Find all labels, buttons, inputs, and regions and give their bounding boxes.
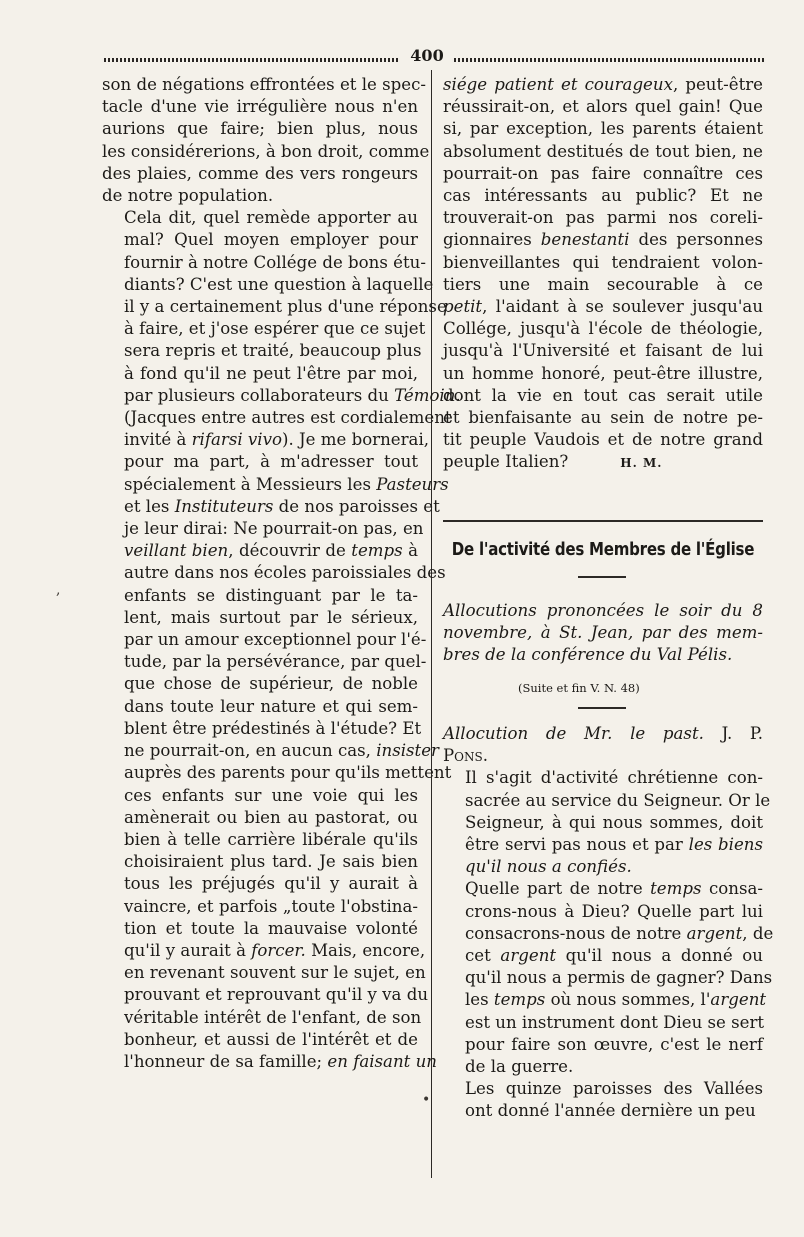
text-line: être servi pas nous et par les biens [465,835,764,855]
text-line: il y a certainement plus d'une réponse [124,297,447,317]
margin-mark: , [56,582,61,598]
right-column-top [443,74,763,475]
text-line: Il s'agit d'activité chrétienne con- [465,768,763,788]
text-line: tude, par la persévérance, par quel- [124,652,427,672]
paragraph [443,878,774,1078]
text-line: ne pourrait-on, en aucun cas, insister [124,741,439,761]
text-line: son de négations effrontées et le spec- [102,75,426,94]
text-line: novembre, à St. Jean, par des mem- [443,623,763,643]
text-line: dans toute leur nature et qui sem- [124,696,418,716]
text-line: choisiraient plus tard. Je sais bien [124,852,418,872]
paragraph [102,207,461,1073]
text-line: que chose de supérieur, de noble [124,674,418,694]
text-line: ces enfants sur une voie qui les [124,785,418,805]
text-line: pour ma part, à m'adresser tout [124,452,418,472]
text-line: amènerait ou bien au pastorat, ou [124,807,418,827]
text-line: prouvant et reprouvant qu'il y va du [124,985,429,1005]
text-line: par plusieurs collaborateurs du Témoin. [124,385,461,405]
text-line: petit, l'aidant à se soulever jusqu'au [443,297,763,317]
margin-mark: • [422,1092,431,1108]
continuation-note: (Suite et fin V. N. 48) [518,681,640,695]
paragraph [443,767,771,878]
text-line: à faire, et j'ose espérer que ce sujet [124,319,426,339]
text-line: sera repris et traité, beaucoup plus [124,341,422,361]
header-ornament-left [104,58,400,62]
text-line: de notre population. [102,186,274,206]
text-line: un homme honoré, peut-être illustre, [443,363,763,383]
text-line: ont donné l'année dernière un peu [465,1101,756,1121]
text-line: l'honneur de sa famille; en faisant un [124,1051,437,1071]
text-line: jusqu'à l'Université et faisant de lui [443,341,763,361]
text-line: qu'il y aurait à forcer. Mais, encore, [124,940,426,960]
text-line: bres de la conférence du Val Pélis. [443,645,733,665]
text-line: vaincre, et parfois „toute l'obstina- [124,896,418,916]
author-signature: H. M. [620,456,663,471]
text-line: je leur dirai: Ne pourrait-on pas, en [124,519,424,539]
text-line: autre dans nos écoles paroissiales des [124,563,446,583]
text-line: tous les préjugés qu'il y aurait à [124,874,418,894]
text-line: pourrait-on pas faire connaître ces [443,163,763,183]
paragraph [443,1078,763,1122]
text-line: Quelle part de notre temps consa- [465,879,763,899]
text-line: enfants se distinguant par le ta- [124,585,418,605]
text-line: Collége, jusqu'à l'école de théologie, [443,319,763,339]
header-ornament-right [454,58,764,62]
text-line: fournir à notre Collége de bons étu- [124,252,426,272]
text-line: qu'il nous a confiés. [465,857,632,877]
section-divider [443,520,763,522]
text-line: des plaies, comme des vers rongeurs [102,163,418,183]
text-line: et les Instituteurs de nos paroisses et [124,496,440,516]
text-line: invité à rifarsi vivo). Je me bornerai, [124,430,430,450]
title-underline [578,576,626,578]
text-line: bonheur, et aussi de l'intérêt et de [124,1029,418,1049]
text-line: tiers une main secourable à ce [443,274,763,294]
text-line: les temps où nous sommes, l'argent [465,990,767,1010]
text-line: peuple Italien? H. M. [443,452,663,472]
text-line: Les quinze paroisses des Vallées [465,1079,763,1099]
text-line: Allocutions prononcées le soir du 8 [443,601,763,620]
column-divider [431,70,432,1178]
text-line: à fond qu'il ne peut l'être par moi, [124,363,418,383]
section-subtitle [443,600,763,667]
text-line: Seigneur, à qui nous sommes, doit [465,812,763,832]
text-line: Cela dit, quel remède apporter au [124,208,418,228]
text-line: cas intéressants au public? Et ne [443,186,763,206]
text-line: consacrons-nous de notre argent, de [465,923,774,943]
page-header [104,46,764,66]
paragraph [102,74,430,207]
text-line: spécialement à Messieurs les Pasteurs [124,474,449,494]
text-line: absolument destitués de tout bien, ne [443,141,763,161]
text-line: tit peuple Vaudois et de notre grand [443,430,763,450]
left-column [102,74,461,1073]
text-line: Allocution de Mr. le past. J. P. [443,724,763,743]
text-line: réussirait-on, et alors quel gain! Que [443,97,763,117]
text-line: et bienfaisante au sein de notre pe- [443,408,763,428]
text-line: tacle d'une vie irrégulière nous n'en [102,97,418,117]
text-line: trouverait-on pas parmi nos coreli- [443,208,763,228]
text-line: auprès des parents pour qu'ils mettent [124,763,452,783]
text-line: bienveillantes qui tendraient volon- [443,252,763,272]
text-line: veillant bien, découvrir de temps à [124,541,418,561]
text-line: qu'il nous a permis de gagner? Dans [465,968,773,988]
text-line: diants? C'est une question à laquelle [124,274,434,294]
text-line: véritable intérêt de l'enfant, de son [124,1007,422,1027]
text-line: (Jacques entre autres est cordialement [124,408,452,428]
text-line: aurions que faire; bien plus, nous [102,119,418,139]
right-column-bottom [443,723,774,1123]
text-line: est un instrument dont Dieu se sert [465,1012,765,1032]
text-line: tion et toute la mauvaise volonté [124,918,418,938]
text-line: bien à telle carrière libérale qu'ils [124,829,418,849]
text-line: les considérerions, à bon droit, comme [102,141,430,161]
text-line: cet argent qu'il nous a donné ou [465,946,763,966]
note-underline [578,707,626,709]
text-line: dont la vie en tout cas serait utile [443,385,763,405]
text-line: mal? Quel moyen employer pour [124,230,418,250]
text-line: siége patient et courageux, peut-être [443,75,763,94]
text-line: lent, mais surtout par le sérieux, [124,607,418,627]
text-line: en revenant souvent sur le sujet, en [124,963,426,983]
text-line: blent être prédestinés à l'étude? Et [124,718,422,738]
text-line: sacrée au service du Seigneur. Or le [465,790,771,810]
text-line: par un amour exceptionnel pour l'é- [124,630,427,650]
page-number: 400 [410,46,444,65]
text-line: de la guerre. [465,1057,574,1077]
paragraph [443,74,763,475]
text-line: crons-nous à Dieu? Quelle part lui [465,901,763,921]
text-line: pour faire son œuvre, c'est le nerf [465,1034,763,1054]
section-title: De l'activité des Membres de l'Église [451,540,755,560]
text-line: gionnaires benestanti des personnes [443,230,763,250]
paragraph [443,723,763,767]
text-line: si, par exception, les parents étaient [443,119,763,139]
text-line: Pons. [443,746,489,766]
